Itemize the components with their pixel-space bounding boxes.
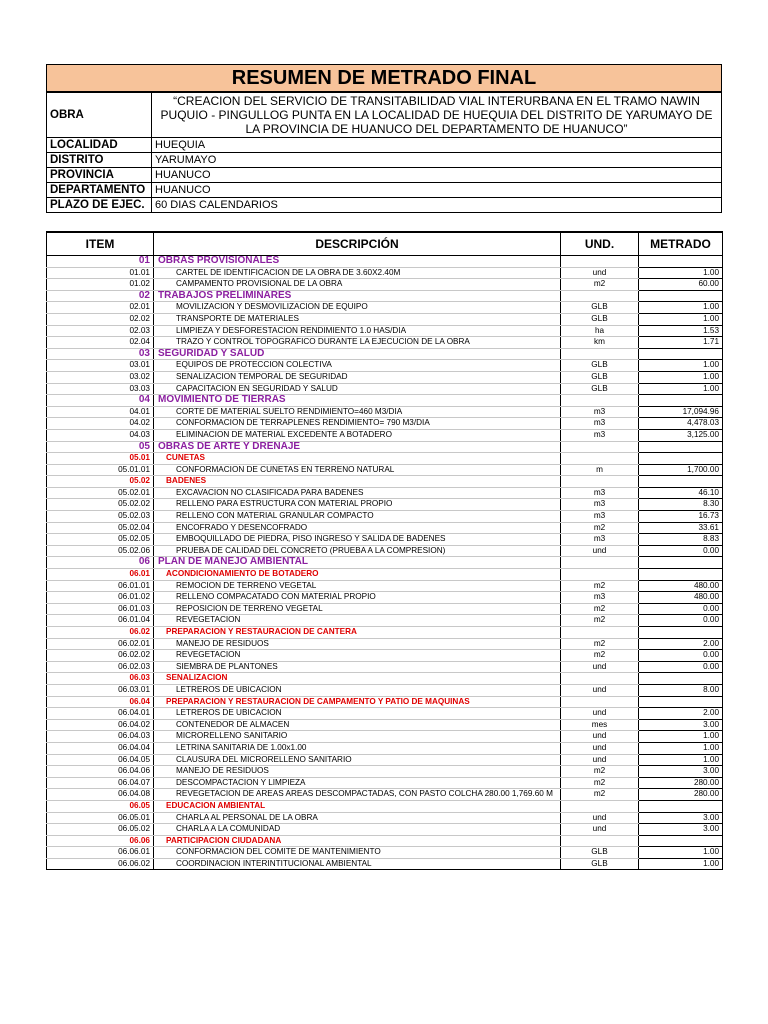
item-code: 05.02.01 xyxy=(47,487,154,499)
item-code: 02.03 xyxy=(47,325,154,337)
item-code: 05.02.02 xyxy=(47,499,154,511)
item-description: ENCOFRADO Y DESENCOFRADO xyxy=(154,522,561,534)
item-code: 01 xyxy=(47,256,154,268)
item-unit: GLB xyxy=(561,847,639,859)
item-unit: m3 xyxy=(561,534,639,546)
item-description: REVEGETACION DE AREAS AREAS DESCOMPACTADAS, CON PASTO COLCHA 280.00 1,769.60 M xyxy=(154,789,561,801)
header-und: UND. xyxy=(561,232,639,256)
item-unit: m2 xyxy=(561,766,639,778)
item-metrado: 280.00 xyxy=(639,777,723,789)
obra-row xyxy=(47,93,722,138)
table-row xyxy=(47,383,723,395)
item-code: 01.02 xyxy=(47,279,154,291)
info-value: HUANUCO xyxy=(152,183,722,198)
item-description: RELLENO PARA ESTRUCTURA CON MATERIAL PROPIO xyxy=(154,499,561,511)
item-description: SIEMBRA DE PLANTONES xyxy=(154,661,561,673)
table-row xyxy=(47,789,723,801)
item-description: CARTEL DE IDENTIFICACION DE LA OBRA DE 3.60X2.40M xyxy=(154,267,561,279)
info-label: DEPARTAMENTO xyxy=(47,183,152,198)
table-row xyxy=(47,279,723,291)
info-row-localidad xyxy=(47,138,722,153)
item-description: CONFORMACION DE TERRAPLENES RENDIMIENTO= 790 M3/DIA xyxy=(154,418,561,430)
item-code: 04.01 xyxy=(47,406,154,418)
item-code: 05.02.05 xyxy=(47,534,154,546)
item-description: MANEJO DE RESIDUOS xyxy=(154,638,561,650)
item-code: 03.03 xyxy=(47,383,154,395)
item-code: 04.02 xyxy=(47,418,154,430)
table-row xyxy=(47,499,723,511)
item-description: PLAN DE MANEJO AMBIENTAL xyxy=(154,557,561,569)
item-description: CORTE DE MATERIAL SUELTO RENDIMIENTO=460 M3/DIA xyxy=(154,406,561,418)
item-code: 06.06 xyxy=(47,835,154,847)
item-code: 06.03 xyxy=(47,673,154,685)
item-unit: m2 xyxy=(561,580,639,592)
item-unit: und xyxy=(561,545,639,557)
item-unit: m2 xyxy=(561,777,639,789)
table-row xyxy=(47,615,723,627)
item-code: 06.05 xyxy=(47,800,154,812)
item-metrado: 1.00 xyxy=(639,847,723,859)
table-row xyxy=(47,511,723,523)
item-unit xyxy=(561,800,639,812)
item-code: 02.02 xyxy=(47,313,154,325)
item-description: REVEGETACION xyxy=(154,615,561,627)
item-metrado: 2.00 xyxy=(639,708,723,720)
table-row xyxy=(47,812,723,824)
item-code: 06.04.01 xyxy=(47,708,154,720)
item-description: RELLENO COMPACATADO CON MATERIAL PROPIO xyxy=(154,592,561,604)
item-code: 06.02.01 xyxy=(47,638,154,650)
item-code: 06.02.03 xyxy=(47,661,154,673)
section-row xyxy=(47,290,723,302)
item-metrado: 1.00 xyxy=(639,302,723,314)
item-unit: m3 xyxy=(561,429,639,441)
project-info-table xyxy=(46,92,722,213)
table-row xyxy=(47,719,723,731)
item-description: MOVIMIENTO DE TIERRAS xyxy=(154,395,561,407)
table-row xyxy=(47,731,723,743)
header-metrado: METRADO xyxy=(639,232,723,256)
item-unit: und xyxy=(561,708,639,720)
item-description: CHARLA AL PERSONAL DE LA OBRA xyxy=(154,812,561,824)
item-code: 05.01 xyxy=(47,453,154,465)
item-description: EDUCACION AMBIENTAL xyxy=(154,800,561,812)
table-row xyxy=(47,302,723,314)
item-description: LETREROS DE UBICACION xyxy=(154,708,561,720)
info-value: HUEQUIA xyxy=(152,138,722,153)
info-row-provincia xyxy=(47,168,722,183)
item-metrado: 1,700.00 xyxy=(639,464,723,476)
item-description: PREPARACION Y RESTAURACION DE CANTERA xyxy=(154,627,561,639)
table-row xyxy=(47,766,723,778)
table-row xyxy=(47,708,723,720)
info-label: LOCALIDAD xyxy=(47,138,152,153)
item-metrado: 46.10 xyxy=(639,487,723,499)
item-code: 03 xyxy=(47,348,154,360)
table-row xyxy=(47,406,723,418)
item-metrado: 1.00 xyxy=(639,731,723,743)
item-unit: km xyxy=(561,337,639,349)
table-row xyxy=(47,592,723,604)
item-description: LETRINA SANITARIA DE 1.00x1.00 xyxy=(154,742,561,754)
item-metrado: 1.00 xyxy=(639,313,723,325)
table-row xyxy=(47,650,723,662)
item-description: CONTENEDOR DE ALMACEN xyxy=(154,719,561,731)
item-code: 03.01 xyxy=(47,360,154,372)
table-row xyxy=(47,858,723,870)
item-metrado: 8.83 xyxy=(639,534,723,546)
item-unit xyxy=(561,627,639,639)
item-code: 05.02 xyxy=(47,476,154,488)
item-metrado xyxy=(639,348,723,360)
table-row xyxy=(47,534,723,546)
item-metrado: 4,478.03 xyxy=(639,418,723,430)
item-unit: und xyxy=(561,742,639,754)
item-description: CUNETAS xyxy=(154,453,561,465)
item-unit: GLB xyxy=(561,383,639,395)
table-row xyxy=(47,777,723,789)
item-code: 05.01.01 xyxy=(47,464,154,476)
table-row xyxy=(47,661,723,673)
item-metrado xyxy=(639,835,723,847)
table-row xyxy=(47,847,723,859)
item-unit xyxy=(561,569,639,581)
section-row xyxy=(47,348,723,360)
item-code: 06.04.08 xyxy=(47,789,154,801)
item-metrado: 3,125.00 xyxy=(639,429,723,441)
item-metrado: 2.00 xyxy=(639,638,723,650)
item-metrado xyxy=(639,476,723,488)
item-code: 06.06.01 xyxy=(47,847,154,859)
item-description: SENALIZACION xyxy=(154,673,561,685)
item-description: MICRORELLENO SANITARIO xyxy=(154,731,561,743)
item-description: MOVILIZACION Y DESMOVILIZACION DE EQUIPO xyxy=(154,302,561,314)
item-unit xyxy=(561,673,639,685)
item-unit xyxy=(561,476,639,488)
item-description: CONFORMACION DE CUNETAS EN TERRENO NATURAL xyxy=(154,464,561,476)
item-description: EQUIPOS DE PROTECCION COLECTIVA xyxy=(154,360,561,372)
item-metrado: 1.00 xyxy=(639,267,723,279)
info-row-departamento xyxy=(47,183,722,198)
item-unit xyxy=(561,835,639,847)
item-code: 04.03 xyxy=(47,429,154,441)
table-row xyxy=(47,464,723,476)
item-code: 06.05.02 xyxy=(47,824,154,836)
item-metrado xyxy=(639,453,723,465)
item-metrado xyxy=(639,395,723,407)
item-unit xyxy=(561,290,639,302)
item-code: 06.01.04 xyxy=(47,615,154,627)
item-unit: GLB xyxy=(561,313,639,325)
table-row xyxy=(47,638,723,650)
item-unit: m2 xyxy=(561,650,639,662)
info-value: YARUMAYO xyxy=(152,153,722,168)
item-description: COORDINACION INTERINTITUCIONAL AMBIENTAL xyxy=(154,858,561,870)
table-row xyxy=(47,429,723,441)
item-metrado: 1.71 xyxy=(639,337,723,349)
item-code: 06.04.06 xyxy=(47,766,154,778)
subsection-row xyxy=(47,800,723,812)
item-description: PRUEBA DE CALIDAD DEL CONCRETO (PRUEBA A LA COMPRESION) xyxy=(154,545,561,557)
header-descripcion: DESCRIPCIÓN xyxy=(154,232,561,256)
item-code: 06.05.01 xyxy=(47,812,154,824)
item-metrado: 1.00 xyxy=(639,754,723,766)
items-header-row xyxy=(47,232,723,256)
item-metrado: 1.53 xyxy=(639,325,723,337)
table-row xyxy=(47,337,723,349)
subsection-row xyxy=(47,569,723,581)
item-unit: GLB xyxy=(561,858,639,870)
item-description: DESCOMPACTACION Y LIMPIEZA xyxy=(154,777,561,789)
item-unit: mes xyxy=(561,719,639,731)
item-unit: GLB xyxy=(561,302,639,314)
table-row xyxy=(47,545,723,557)
item-description: SEGURIDAD Y SALUD xyxy=(154,348,561,360)
item-unit: m2 xyxy=(561,789,639,801)
item-code: 06.04.05 xyxy=(47,754,154,766)
header-item: ITEM xyxy=(47,232,154,256)
item-metrado xyxy=(639,800,723,812)
items-table xyxy=(46,231,723,870)
item-metrado xyxy=(639,256,723,268)
item-code: 06.02.02 xyxy=(47,650,154,662)
item-description: TRANSPORTE DE MATERIALES xyxy=(154,313,561,325)
item-description: RELLENO CON MATERIAL GRANULAR COMPACTO xyxy=(154,511,561,523)
item-description: LIMPIEZA Y DESFORESTACION RENDIMIENTO 1.0 HAS/DIA xyxy=(154,325,561,337)
item-metrado: 0.00 xyxy=(639,650,723,662)
section-row xyxy=(47,395,723,407)
item-code: 05.02.06 xyxy=(47,545,154,557)
item-unit: ha xyxy=(561,325,639,337)
item-description: SENALIZACION TEMPORAL DE SEGURIDAD xyxy=(154,371,561,383)
item-metrado xyxy=(639,441,723,453)
item-unit xyxy=(561,557,639,569)
item-metrado xyxy=(639,569,723,581)
item-unit xyxy=(561,441,639,453)
item-description: CAMPAMENTO PROVISIONAL DE LA OBRA xyxy=(154,279,561,291)
item-unit xyxy=(561,453,639,465)
item-metrado: 280.00 xyxy=(639,789,723,801)
item-code: 06.01 xyxy=(47,569,154,581)
item-metrado: 1.00 xyxy=(639,742,723,754)
item-metrado: 1.00 xyxy=(639,383,723,395)
item-description: EMBOQUILLADO DE PIEDRA, PISO INGRESO Y SALIDA DE BADENES xyxy=(154,534,561,546)
item-metrado: 1.00 xyxy=(639,858,723,870)
item-metrado: 480.00 xyxy=(639,592,723,604)
item-unit: m3 xyxy=(561,499,639,511)
section-row xyxy=(47,256,723,268)
item-metrado: 0.00 xyxy=(639,615,723,627)
item-code: 06.04.04 xyxy=(47,742,154,754)
item-unit: und xyxy=(561,267,639,279)
item-description: TRABAJOS PRELIMINARES xyxy=(154,290,561,302)
item-metrado xyxy=(639,557,723,569)
item-code: 06.01.02 xyxy=(47,592,154,604)
spacer xyxy=(46,213,722,231)
item-unit: m2 xyxy=(561,522,639,534)
info-label: PROVINCIA xyxy=(47,168,152,183)
item-metrado: 1.00 xyxy=(639,360,723,372)
table-row xyxy=(47,487,723,499)
table-row xyxy=(47,684,723,696)
table-row xyxy=(47,742,723,754)
item-metrado: 3.00 xyxy=(639,812,723,824)
item-metrado xyxy=(639,673,723,685)
obra-value: “CREACION DEL SERVICIO DE TRANSITABILIDAD VIAL INTERURBANA EN EL TRAMO NAWIN PUQUIO - PINGULLOG PUNTA EN LA LOCALIDAD DE HUEQUIA DEL DISTRITO DE YARUMAYO DE LA PROVINCIA DE HUANUCO DEL DEPARTAMENTO DE HUANUCO” xyxy=(152,93,722,138)
item-metrado: 60.00 xyxy=(639,279,723,291)
item-metrado: 3.00 xyxy=(639,824,723,836)
item-code: 06.02 xyxy=(47,627,154,639)
item-metrado: 33.61 xyxy=(639,522,723,534)
item-code: 05 xyxy=(47,441,154,453)
item-unit: m3 xyxy=(561,511,639,523)
item-code: 06 xyxy=(47,557,154,569)
item-unit xyxy=(561,696,639,708)
item-code: 02.04 xyxy=(47,337,154,349)
info-value: HUANUCO xyxy=(152,168,722,183)
table-row xyxy=(47,603,723,615)
item-metrado: 480.00 xyxy=(639,580,723,592)
subsection-row xyxy=(47,476,723,488)
item-code: 02.01 xyxy=(47,302,154,314)
item-unit: und xyxy=(561,812,639,824)
info-value: 60 DIAS CALENDARIOS xyxy=(152,198,722,213)
item-metrado: 3.00 xyxy=(639,766,723,778)
item-code: 06.01.03 xyxy=(47,603,154,615)
item-description: REPOSICION DE TERRENO VEGETAL xyxy=(154,603,561,615)
item-code: 06.04 xyxy=(47,696,154,708)
item-description: TRAZO Y CONTROL TOPOGRAFICO DURANTE LA EJECUCION DE LA OBRA xyxy=(154,337,561,349)
sheet-title: RESUMEN DE METRADO FINAL xyxy=(46,64,722,92)
item-code: 05.02.03 xyxy=(47,511,154,523)
item-description: EXCAVACION NO CLASIFICADA PARA BADENES xyxy=(154,487,561,499)
item-code: 06.04.07 xyxy=(47,777,154,789)
item-description: ELIMINACION DE MATERIAL EXCEDENTE A BOTADERO xyxy=(154,429,561,441)
item-description: CAPACITACION EN SEGURIDAD Y SALUD xyxy=(154,383,561,395)
info-row-plazo xyxy=(47,198,722,213)
item-unit: GLB xyxy=(561,360,639,372)
subsection-row xyxy=(47,627,723,639)
item-unit: und xyxy=(561,824,639,836)
item-metrado: 0.00 xyxy=(639,545,723,557)
subsection-row xyxy=(47,673,723,685)
item-code: 04 xyxy=(47,395,154,407)
item-description: BADENES xyxy=(154,476,561,488)
item-code: 06.03.01 xyxy=(47,684,154,696)
item-description: PREPARACION Y RESTAURACION DE CAMPAMENTO Y PATIO DE MAQUINAS xyxy=(154,696,561,708)
item-unit: m3 xyxy=(561,406,639,418)
table-row xyxy=(47,824,723,836)
table-row xyxy=(47,754,723,766)
table-row xyxy=(47,418,723,430)
item-code: 02 xyxy=(47,290,154,302)
table-row xyxy=(47,313,723,325)
metrado-sheet xyxy=(46,64,722,870)
item-code: 05.02.04 xyxy=(47,522,154,534)
item-metrado: 8.30 xyxy=(639,499,723,511)
table-row xyxy=(47,371,723,383)
item-metrado xyxy=(639,696,723,708)
item-unit xyxy=(561,256,639,268)
item-unit: und xyxy=(561,754,639,766)
subsection-row xyxy=(47,453,723,465)
item-description: REVEGETACION xyxy=(154,650,561,662)
item-unit: m3 xyxy=(561,418,639,430)
item-unit: m2 xyxy=(561,615,639,627)
item-description: ACONDICIONAMIENTO DE BOTADERO xyxy=(154,569,561,581)
table-row xyxy=(47,522,723,534)
item-description: OBRAS DE ARTE Y DRENAJE xyxy=(154,441,561,453)
table-row xyxy=(47,580,723,592)
item-unit xyxy=(561,395,639,407)
item-description: CLAUSURA DEL MICRORELLENO SANITARIO xyxy=(154,754,561,766)
item-description: PARTICIPACION CIUDADANA xyxy=(154,835,561,847)
items-body xyxy=(47,256,723,870)
item-unit: m3 xyxy=(561,592,639,604)
item-unit: m3 xyxy=(561,487,639,499)
item-description: LETREROS DE UBICACION xyxy=(154,684,561,696)
item-code: 06.06.02 xyxy=(47,858,154,870)
item-description: MANEJO DE RESIDUOS xyxy=(154,766,561,778)
info-row-distrito xyxy=(47,153,722,168)
item-metrado: 17,094.96 xyxy=(639,406,723,418)
table-row xyxy=(47,267,723,279)
item-unit: m2 xyxy=(561,603,639,615)
info-label: PLAZO DE EJEC. xyxy=(47,198,152,213)
item-metrado xyxy=(639,627,723,639)
item-metrado: 8.00 xyxy=(639,684,723,696)
table-row xyxy=(47,360,723,372)
item-unit: und xyxy=(561,731,639,743)
item-metrado: 0.00 xyxy=(639,603,723,615)
item-unit: und xyxy=(561,684,639,696)
item-unit: und xyxy=(561,661,639,673)
item-metrado: 16.73 xyxy=(639,511,723,523)
item-description: OBRAS PROVISIONALES xyxy=(154,256,561,268)
subsection-row xyxy=(47,696,723,708)
item-metrado: 3.00 xyxy=(639,719,723,731)
section-row xyxy=(47,441,723,453)
info-label: DISTRITO xyxy=(47,153,152,168)
item-code: 01.01 xyxy=(47,267,154,279)
item-unit xyxy=(561,348,639,360)
item-code: 06.01.01 xyxy=(47,580,154,592)
item-description: REMOCION DE TERRENO VEGETAL xyxy=(154,580,561,592)
section-row xyxy=(47,557,723,569)
item-description: CHARLA A LA COMUNIDAD xyxy=(154,824,561,836)
item-unit: m xyxy=(561,464,639,476)
item-metrado xyxy=(639,290,723,302)
item-description: CONFORMACION DEL COMITE DE MANTENIMIENTO xyxy=(154,847,561,859)
item-code: 03.02 xyxy=(47,371,154,383)
item-unit: GLB xyxy=(561,371,639,383)
subsection-row xyxy=(47,835,723,847)
item-unit: m2 xyxy=(561,279,639,291)
obra-label: OBRA xyxy=(47,93,152,138)
item-metrado: 0.00 xyxy=(639,661,723,673)
item-metrado: 1.00 xyxy=(639,371,723,383)
item-code: 06.04.02 xyxy=(47,719,154,731)
item-code: 06.04.03 xyxy=(47,731,154,743)
item-unit: m2 xyxy=(561,638,639,650)
table-row xyxy=(47,325,723,337)
